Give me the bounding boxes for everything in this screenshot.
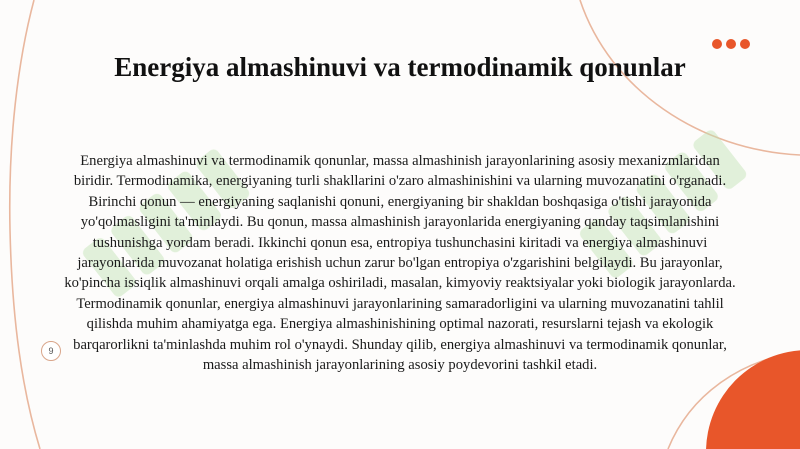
decorative-dots [712, 39, 750, 49]
dot-icon [740, 39, 750, 49]
dot-icon [726, 39, 736, 49]
dot-icon [712, 39, 722, 49]
slide-title: Energiya almashinuvi va termodinamik qonunlar [114, 52, 686, 82]
page-number-badge: 9 [41, 341, 61, 361]
slide-body-text: Energiya almashinuvi va termodinamik qonunlar, massa almashinish jarayonlarining asosiy mexanizmlaridan biridir. Termodinamika, energiyaning turli shakllarini o'zaro almashinishini va ularning muvozanatini o'rganadi. Birinchi qonun — energiyaning saqlanishi qonuni, energiyaning bir shakldan boshqasiga o'tishi jarayonida yo'qolmasligini ta'minlaydi. Bu qonun, massa almashinish jarayonlarida energiyaning qanday taqsimlanishini tushunishga yordam beradi. Ikkinchi qonun esa, entropiya tushunchasini kiritadi va energiya almashinuvi jarayonlarida muvozanat holatiga erishish uchun zarur bo'lgan entropiya o'zgarishini belgilaydi. Bu jarayonlar, ko'pincha issiqlik almashinuvi orqali amalga oshiriladi, masalan, kimyoviy reaktsiyalar yoki biologik jarayonlarda. Termodinamik qonunlar, energiya almashinuvi jarayonlarining samaradorligini va ularning muvozanatini tahlil qilishda muhim ahamiyatga ega. Energiya almashinishining optimal nazorati, resurslarni tejash va ekologik barqarorlikni ta'minlashda muhim rol o'ynaydi. Shunday qilib, energiya almashinuvi va termodinamik qonunlar, massa almashinish jarayonlarining asosiy poydevorini tashkil etadi. [64, 153, 736, 374]
